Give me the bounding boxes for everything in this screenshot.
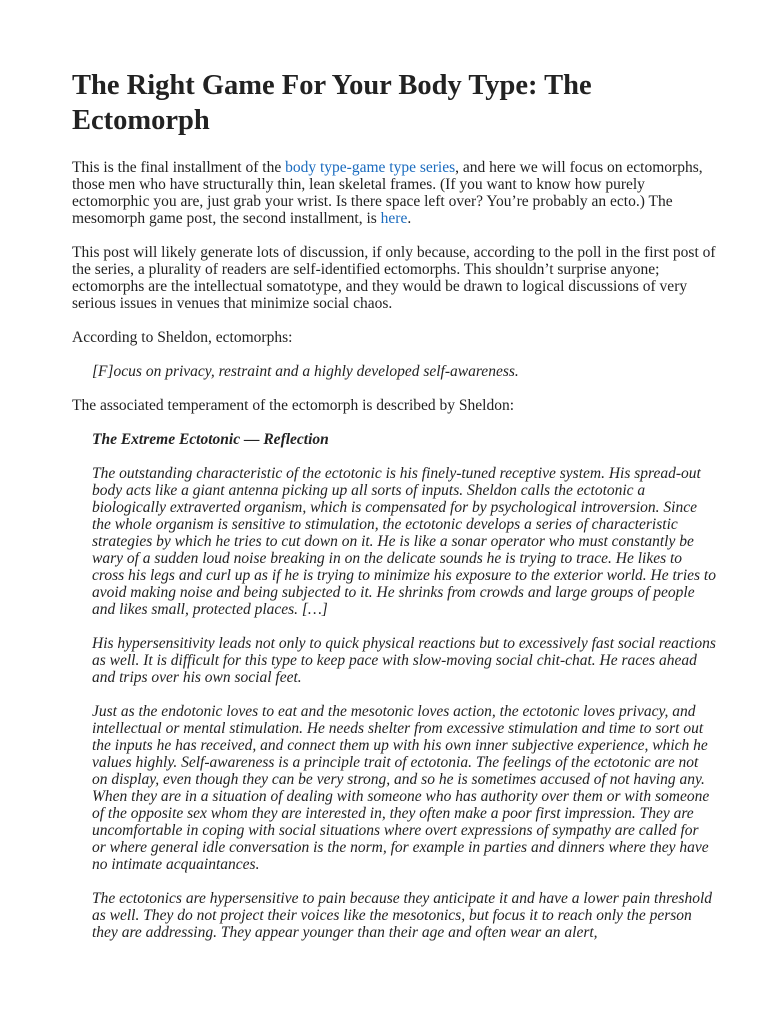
privacy-quote-text: [F]ocus on privacy, restraint and a highly developed self-awareness. bbox=[92, 363, 519, 380]
intro-paragraph bbox=[72, 159, 716, 227]
intro-text-start: This is the final installment of the bbox=[72, 159, 286, 176]
series-link[interactable]: body type-game type series bbox=[285, 159, 456, 176]
discussion-paragraph: This post will likely generate lots of discussion, if only because, according to the poll in the first post of the series, a plurality of readers are self-identified ectomorphs. This shouldn’t surprise anyone; ectomorphs are the intellectual somatotype, and they would be drawn to logical discussions of very serious issues in venues that minimize social chaos. bbox=[72, 244, 716, 312]
temperament-paragraph: The associated temperament of the ectomorph is described by Sheldon: bbox=[72, 397, 515, 414]
ectotonic-quote-paragraph-2: His hypersensitivity leads not only to quick physical reactions but to excessively fast social reactions as well. It is difficult for this type to keep pace with slow-moving social chit-chat. He races ahead and trips over his own social feet. bbox=[92, 635, 716, 686]
ectotonic-quote-heading: The Extreme Ectotonic — Reflection bbox=[92, 431, 329, 448]
ectotonic-quote-paragraph-1: The outstanding characteristic of the ectotonic is his finely-tuned receptive system. His spread-out body acts like a giant antenna picking up all sorts of inputs. Sheldon calls the ectotonic a biologically extraverted organism, which is compensated for by psychological introversion. Since the whole organism is sensitive to stimulation, the ectotonic develops a series of characteristic strategies by which he tries to cut down on it. He is like a sonar operator who must constantly be wary of a sudden loud noise breaking in on the delicate sounds he is trying to trace. He likes to cross his legs and curl up as if he is trying to minimize his exposure to the exterior world. He tries to avoid making noise and being subjected to it. He shrinks from crowds and large groups of people and likes small, protected places. […] bbox=[92, 465, 716, 618]
article-title: The Right Game For Your Body Type: The Ectomorph bbox=[72, 70, 592, 136]
privacy-quote bbox=[72, 363, 716, 380]
mesomorph-post-link[interactable]: here bbox=[380, 210, 408, 227]
ectotonic-quote-paragraph-3: Just as the endotonic loves to eat and the mesotonic loves action, the ectotonic loves privacy, and intellectual or mental stimulation. He needs shelter from excessive stimulation and time to sort out the inputs he has received, and connect them up with his own inner subjective experience, which he values highly. Self-awareness is a principle trait of ectotonia. The feelings of the ectotonic are not on display, even though they can be very strong, and so he is sometimes accused of not having any. When they are in a situation of dealing with someone who has authority over them or with someone of the opposite sex whom they are interested in, they often make a poor first impression. They are uncomfortable in coping with social situations where overt expressions of sympathy are called for or where general idle conversation is the norm, for example in parties and dinners where they have no intimate acquaintances. bbox=[92, 703, 710, 873]
intro-text-middle: , and here we will focus on ectomorphs, those men who have structurally thin, lean skeletal frames. (If you want to know how purely ectomorphic you are, just grab your wrist. Is there space left over? You’re probably an ecto.) The mesomorph game post, the second installment, is bbox=[72, 159, 703, 227]
intro-text-end: . bbox=[407, 210, 412, 227]
ectotonic-quote bbox=[72, 431, 716, 941]
sheldon-intro-paragraph: According to Sheldon, ectomorphs: bbox=[72, 329, 293, 346]
ectotonic-quote-paragraph-4: The ectotonics are hypersensitive to pain because they anticipate it and have a lower pain threshold as well. They do not project their voices like the mesotonics, but focus it to reach only the person they are addressing. They appear younger than their age and often wear an alert, bbox=[92, 890, 713, 941]
